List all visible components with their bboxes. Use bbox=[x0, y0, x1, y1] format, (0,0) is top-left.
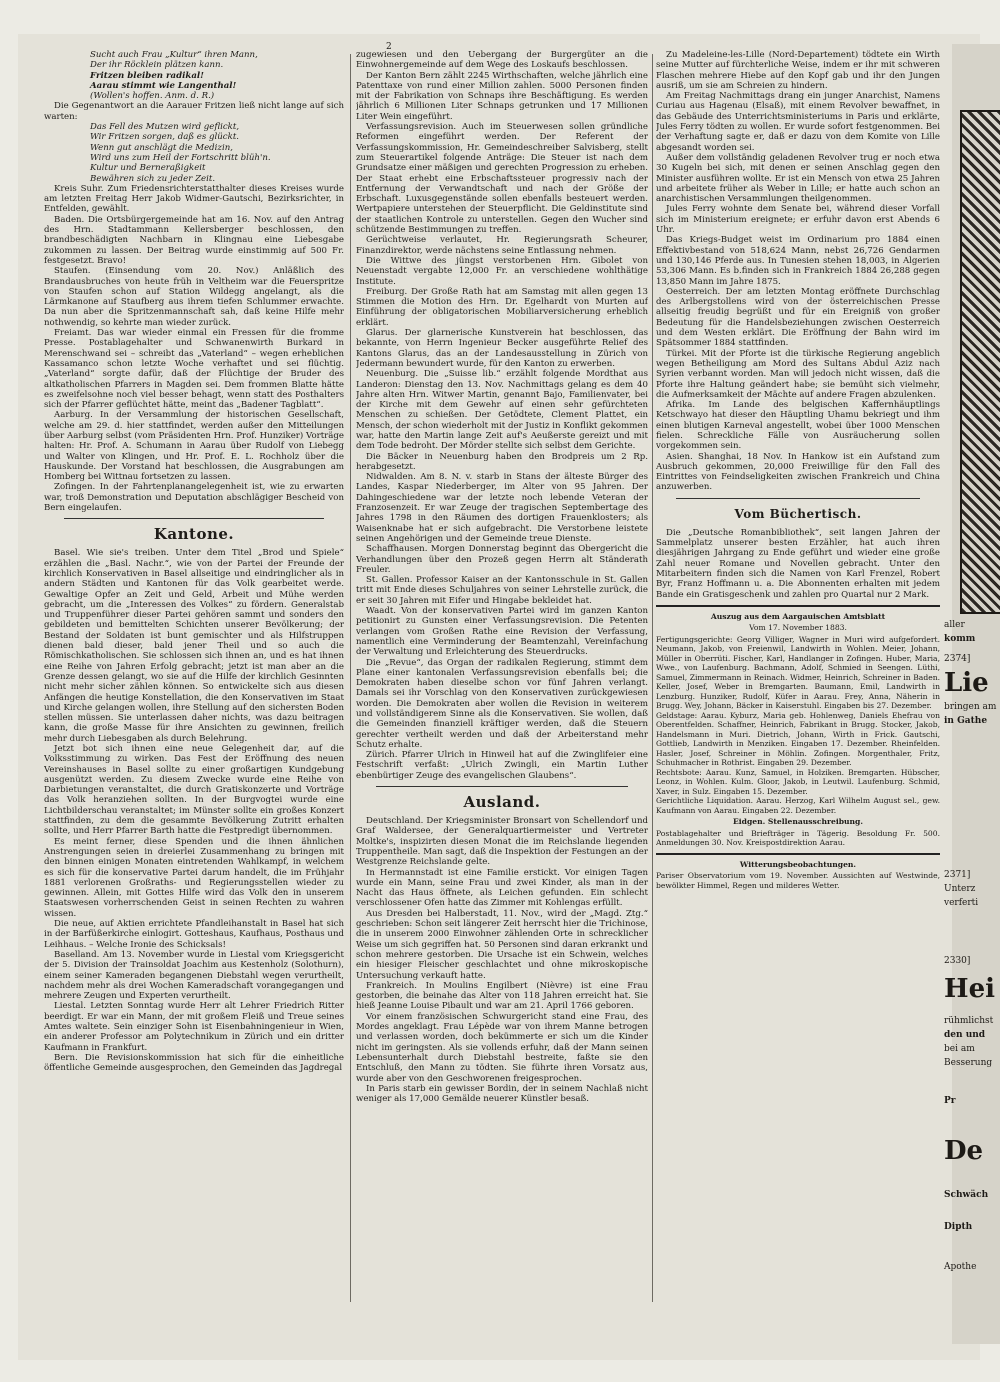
article-nidwalden: Nidwalden. Am 8. N. v. starb in Stans der älteste Bürger des Landes, Kaspar Niederberger, im Alter von 95 Jahren. Der Dahingeschiedene war der letzte noch lebende Veteran der Franzosenzeit. Er war Zeuge der tragischen Septembertage des Jahres 1798 in den Räumen des dortigen Frauenklosters; als Waisenknabe hat er sich aufgebracht. Die Verstorbene leistete seinen Angehörigen und der Gemeinde treue Dienste. bbox=[356, 472, 648, 544]
column-3 bbox=[656, 50, 940, 1312]
section-rule bbox=[376, 786, 628, 787]
article-waadt: Waadt. Von der konservativen Partei wird im ganzen Kanton petitionirt zu Gunsten einer Verfassungsrevision. Die Petenten verlangen vom Großen Rathe eine Revision der Verfassung, namentlich eine Verminderung der Beamtenzahl, Vereinfachung der Verwaltung und Erleichterung des Steuerdrucks. bbox=[356, 606, 648, 658]
edge-fragment: Apothe bbox=[944, 1262, 977, 1272]
article-baden: Baden. Die Ortsbürgergemeinde hat am 16. Nov. auf den Antrag des Hrn. Stadtammann Kellersberger beschlossen, den brandbeschädigten Nachbarn in Klingnau eine Liebesgabe zukommen zu lassen. Der Beitrag wurde einstimmig auf 500 Fr. festgesetzt. Bravo! bbox=[44, 214, 344, 266]
section-heading-kantone: Kantone. bbox=[153, 525, 235, 544]
article-paragraph: Jules Ferry wohnte dem Senate bei, während dieser Vorfall sich im Ministerium ereignete; er erfuhr davon erst Abends 6 Uhr. bbox=[656, 204, 940, 236]
stelle-title: Eidgen. Stellenausschreibung. bbox=[732, 817, 864, 827]
article-zofingen: Zofingen. In der Fahrtenplanangelegenheit ist, wie zu erwarten war, troß Demonstration und Deputation abschlägiger Bescheid von Bern eingelaufen. bbox=[44, 482, 344, 514]
article-neuenburg: Neuenburg. Die „Suisse lib.“ erzählt folgende Mordthat aus Landeron: Dienstag den 13. Nov. Nachmittags gelang es dem 40 Jahre alten Hrn. Witwer Martin, genannt Bajo, Familienvater, bei der Kirche mit dem Gewehr auf einen sehr gefürchteten Menschen zu schießen. Der Getödtete, Clement Plattet, ein Mensch, der schon wiederholt mit der Justiz in Konflikt gekommen war, hatte den Martin lange Zeit auf's Aeußerste gereizt und mit dem Tode bedroht. Der Mörder stellte sich selbst dem Gerichte. bbox=[356, 369, 648, 452]
edge-fragment: den und bbox=[944, 1030, 986, 1040]
edge-fragment: aller bbox=[944, 620, 965, 630]
edge-fragment: Pr bbox=[944, 1096, 956, 1106]
article-baselland: Baselland. Am 13. November wurde in Liestal vom Kriegsgericht der 5. Division der Trainsoldat Joachim aus Kestenholz (Solothurn), einem seiner Kameraden begangenen Diebstahl wegen verurtheilt, nachdem mehr als drei Wochen Kameradschaft vorangegangen und mehrere Zeugen und Experten verurtheilt. bbox=[44, 949, 344, 1002]
article-paragraph: Am Freitag Nachmittags drang ein junger Anarchist, Namens Curiau aus Hagenau (Elsaß), mit einem Revolver bewaffnet, in das Gebäude des Unterrichtsministeriums in Paris und erklärte, Jules Ferry tödten zu wollen. Er wurde sofort festgenommen. Bei der Verhaftung sagte er, daß er dazu von dem Komite von Lille abgesandt worden sei. bbox=[656, 91, 940, 153]
section-heading-ausland: Ausland. bbox=[463, 793, 541, 812]
article-paragraph: Außer dem vollständig geladenen Revolver trug er noch etwa 30 Kugeln bei sich, mit denen er seinen Anschlag gegen den Minister ausführen wollte. Er ist ein Mensch von etwa 25 Jahren und arbeitete früher als Weber in Lille; er hatte auch schon an anarchistischen Versammlungen theilgenommen. bbox=[656, 152, 940, 205]
section-rule bbox=[64, 518, 324, 519]
article-freiamt: Freiamt. Das war wieder einmal ein Fressen für die fromme Presse. Postablagehalter und Schwanenwirth Burkard in Merenschwand sei – schreibt das „Vaterland“ – wegen erheblichen Kassamanco schon letzte Woche verhaftet und sei flüchtig. „Vaterland“ sorgte dafür, daß der Flüchtige der Bruder des altkatholischen Pfarrers in Magden sei. Dem frommen Blatte hätte es zweifelsohne noch viel besser behagt, wenn statt des Posthalters sich der Pfarrer geflüchtet hätte, meint das „Badener Tagblatt“. bbox=[44, 328, 344, 411]
amtsblatt-entries: Geldstage: Aarau. Kyburz, Maria geb. Hohlenweg, Daniels Ehefrau von Oberentfelden. Schaffner, Heinrich, Fabrikant in Brugg. Stocker, Jakob, Handelsmann in Muri. Dietrich, Johann, Wirth in Frick. Gautschi, Gottlieb, Landwirth in Menziken. Eingaben 17. Dezember. Rheinfelden. Hasler, Josef, Schreiner in Möhlin. Zofingen. Morgenthaler, Fritz, Schuhmacher in Rothrist. Eingaben 29. Dezember. bbox=[656, 710, 940, 768]
article-basel: Jetzt bot sich ihnen eine neue Gelegenheit dar, auf die Volksstimmung zu wirken. Das Fest der Eröffnung des neuen Vereinshauses in Basel sollte zu einer großartigen Kundgebung ausgenützt werden. Zu diesem Zwecke wurde eine Reihe von Darbietungen veranstaltet, die durch Gratiskonzerte und Vorträge das Volk heranziehen sollten. In der Burgvogtei wurde eine Lichtbilderschau veranstaltet; im Münster sollte ein großes Konzert stattfinden, zu dem die gesammte Bevölkerung Zutritt erhalten sollte, und Herr Pfarrer Barth hatte die Festpredigt übernommen. bbox=[44, 744, 344, 837]
article-suhr: Kreis Suhr. Zum Friedensrichterstatthalter dieses Kreises wurde am letzten Freitag Herr Jakob Widmer-Gautschi, Bezirksrichter, in Entfelden, gewählt. bbox=[44, 183, 344, 215]
edge-fragment: De bbox=[944, 1136, 984, 1166]
column-1 bbox=[44, 50, 344, 1312]
stelle-body: Postablagehalter und Briefträger in Tägerig. Besoldung Fr. 500. Anmeldungen 30. Nov. Kreispostdirektion Aarau. bbox=[656, 828, 940, 848]
verse-line: Der ihr Röcklein plätzen kann. bbox=[90, 60, 224, 71]
article-deutschland: Deutschland. Der Kriegsminister Bronsart von Schellendorf und Graf Waldersee, der Generalquartiermeister und Vertreter Moltke's, inspizirten diesen Monat die im Reichslande liegenden Truppentheile. Man sagt, daß die Inspektion der Festungen an der Westgrenze Reichslande gelte. bbox=[356, 816, 648, 868]
article-basel: Basel. Wie sie's treiben. Unter dem Titel „Brod und Spiele“ erzählen die „Basl. Nachr.“, wie von der Partei der Freunde der kirchlich Konservativen in Basel allseitige und eindringlicher als in andern Städten und Kantonen für das Volk gearbeitet werde. Gewaltige Opfer an Zeit und Geld, Arbeit und Mühe werden gebracht, um die „Interessen des Volkes“ zu fördern. Generalstab und Truppenführer dieser Partei gehören sammt und sonders den gebildeten und bemittelten Schichten unserer Bevölkerung; der Bestand der Soldaten ist bunt gemischter und als Hilfstruppen dienen bald dieser, bald jener Theil und so auch die Römischkatholischen. Sie schlossen sich ihnen an, und es hat ihnen eine Reihe von Jahren Erfolg gebracht; jetzt ist man aber an die Grenze dessen gelangt, wo sie auf die Hilfe der kirchlich Gesinnten nicht mehr sicher zählen können. So entwickelte sich aus diesen Anfängen die heutige Konstellation, die den Konservativen im Staat und Kirche gelangen wollen, ihre Stellung auf den sichersten Boden stellen müssen. Sie unterlassen daher nichts, was dazu beitragen kann, die große Masse für ihre Ansichten zu gewinnen, freilich mehr durch Liebesgaben als durch Belehrung. bbox=[44, 548, 344, 744]
column-divider bbox=[350, 54, 351, 1302]
poem-line: Das Fell des Mutzen wird geflickt, bbox=[90, 122, 240, 133]
ornamental-border bbox=[960, 110, 1000, 614]
article-paragraph: zugewiesen und den Uebergang der Burgergüter an die Einwohnergemeinde auf dem Wege des Loskaufs beschlossen. bbox=[356, 50, 648, 71]
article-basel: Die neue, auf Aktien errichtete Pfandleihanstalt in Basel hat sich in der Barfüßerkirche einlogirt. Gotteshaus, Kaufhaus, Posthaus und Leihhaus. – Welche Ironie des Schicksals! bbox=[44, 919, 344, 950]
verse-line: Fritzen bleiben radikal! bbox=[90, 70, 204, 81]
article-paragraph: Die Gegenantwort an die Aarauer Fritzen ließ nicht lange auf sich warten: bbox=[44, 101, 344, 122]
article-romanbibliothek: Die „Deutsche Romanbibliothek“, seit langen Jahren der Sammelplatz unserer besten Erzähler, hat auch ihren diesjährigen Jahrgang zu Ende geführt und wieder eine große Zahl neuer Romane und Novellen gebracht. Unter den Mitarbeitern finden sich die Namen von Karl Frenzel, Robert Byr, Franz Hoffmann u. a. Die Abonnenten erhalten mit jedem Bande ein Gratisgeschenk und zahlen pro Quartal nur 2 Mark. bbox=[656, 527, 940, 600]
edge-fragment: rühmlichst bbox=[944, 1016, 994, 1026]
edge-fragment: in Gathe bbox=[944, 716, 988, 726]
amtsblatt-entries: Fertigungsgerichte: Georg Villiger, Wagner in Muri wird aufgefordert. Neumann, Jakob, von Freienwil, Landwirth in Wohlen. Meier, Johann, Müller in Oberrüti. Fischer, Karl, Handlanger in Zofingen. Huber, Maria, Wwe., von Laufenburg. Bachmann, Adolf, Schmied in Seengen. Lüthi, Samuel, Zimmermann in Reinach. Widmer, Heinrich, Schreiner in Baden. Keller, Josef, Weber in Bremgarten. Baumann, Emil, Landwirth in Lenzburg. Hunziker, Rudolf, Küfer in Aarau. Frey, Anna, Näherin in Brugg. Wey, Johann, Bäcker in Kaiserstuhl. Eingaben bis 27. Dezember. bbox=[656, 634, 940, 711]
amtsblatt-entries: Rechtsbote: Aarau. Kunz, Samuel, in Holziken. Bremgarten. Hübscher, Leonz, in Wohlen. Kulm. Gloor, Jakob, in Leutwil. Laufenburg. Schmid, Xaver, in Sulz. Eingaben 15. Dezember. bbox=[656, 767, 940, 796]
column-2 bbox=[356, 50, 648, 1312]
verse-line: Sucht auch Frau „Kultur“ ihren Mann, bbox=[90, 50, 258, 60]
edge-fragment: Hei bbox=[944, 974, 995, 1004]
poem-line: Wenn gut anschlägt die Medizin, bbox=[90, 142, 233, 153]
verse-line: (Wollen's hoffen. Anm. d. R.) bbox=[90, 91, 215, 102]
article-st-gallen: St. Gallen. Professor Kaiser an der Kantonsschule in St. Gallen tritt mit Ende dieses Schuljahres von seiner Lehrstelle zurück, die er seit 30 Jahren mit Eifer und Hingabe bekleidet hat. bbox=[356, 575, 648, 606]
article-aarburg: Aarburg. In der Versammlung der historischen Gesellschaft, welche am 29. d. hier stattfindet, werden außer den Mitteilungen über Aarburg selbst (vom Präsidenten Hrn. Prof. Hunziker) Vorträge halten: Hr. Prof. A. Schumann in Aarau über Rudolf von Liebegg und Walter von Klingen, und Hr. Prof. E. L. Rochholz über die Hauskunde. Der Vorstand hat beschlossen, die Ausgrabungen am Homberg bei Wittnau fortsetzen zu lassen. bbox=[44, 410, 344, 483]
edge-fragment: Dipth bbox=[944, 1222, 973, 1232]
edge-fragment: Lie bbox=[944, 668, 989, 698]
article-paragraph: Die Bäcker in Neuenburg haben den Brodpreis um 2 Rp. herabgesetzt. bbox=[356, 451, 648, 472]
edge-fragment: 2330] bbox=[944, 956, 971, 966]
article-paragraph: In Hermannstadt ist eine Familie erstickt. Vor einigen Tagen wurde ein Mann, seine Frau und zwei Kinder, als man in der Nacht das Haus öffnete, als Leichen gefunden. Ein schlecht verschlossener Ofen hatte das Zimmer mit Kohlengas erfüllt. bbox=[356, 867, 648, 909]
article-bern: Bern. Die Revisionskommission hat sich für die einheitliche öffentliche Gemeinde ausgesprochen, den Gemeinden das Jagdregal bbox=[44, 1052, 344, 1074]
article-paragraph: Zu Madeleine-les-Lille (Nord-Departement) tödtete ein Wirth seine Mutter auf fürchterliche Weise, indem er ihr mit schweren Flaschen mehrere Hiebe auf den Kopf gab und ihr den Jungen ausriß, um sie am Schreien zu hindern. bbox=[656, 50, 940, 91]
article-paragraph: In Paris starb ein gewisser Bordin, der in seinem Nachlaß nicht weniger als 17,000 Gemälde neuerer Künstler besaß. bbox=[356, 1083, 648, 1105]
edge-fragment: Schwäch bbox=[944, 1190, 989, 1200]
edge-fragment: komm bbox=[944, 634, 976, 644]
page-number: 2 bbox=[386, 42, 392, 52]
article-verfassungsrevision: Verfassungsrevision. Auch im Steuerwesen sollen gründliche Reformen eingeführt werden. Der Referent der Verfassungskommission, Hr. Gemeindeschreiber Salvisberg, stellt zum Steuerartikel folgende Anträge: Die Steuer ist nach dem Grundsatze einer mäßigen und gerechten Progression zu erheben. Der Staat erhebt eine Erbschaftssteuer progressiv nach der Entfernung der Verwandtschaft und nach der Größe der Erbschaft. Luxusgegenstände sollen ebenfalls besteuert werden. Wertpapiere unterstehen der Steuerpflicht. Die Geldinstitute sind der staatlichen Kontrole zu unterstellen. Gegen den Wucher sind schützende Bestimmungen zu treffen. bbox=[356, 122, 648, 236]
article-paragraph: Die „Revue“, das Organ der radikalen Regierung, stimmt dem Plane einer kantonalen Verfassungsrevision ebenfalls bei; die Demokraten haben dieselbe schon vor fünf Jahren verlangt. Damals sei ihr Vorschlag von den Konservativen zurückgewiesen worden. Die Demokraten aber wollen die Revision in weiterem und vollständigerem Sinne als die Konservativen. Sie wollen, daß die Gemeinden finanziell kräftiger werden, daß die Steuern gerechter vertheilt werden und daß der Arbeiterstand mehr Schutz erhalte. bbox=[356, 657, 648, 750]
section-rule bbox=[656, 853, 940, 855]
article-afrika: Afrika. Im Lande des belgischen Kaffernhäuptlings Ketschwayo hat dieser den Häuptling Uhamu bekriegt und ihm einen blutigen Karneval angestellt, wobei über 1000 Menschen fielen. Schreckliche Fälle von Ausräucherung sollen vorgekommen sein. bbox=[656, 400, 940, 452]
amtsblatt-date: Vom 17. November 1883. bbox=[749, 623, 847, 633]
edge-fragment: 2371] bbox=[944, 870, 971, 880]
edge-fragment: bringen am bbox=[944, 702, 997, 712]
poem-line: Bewähren sich zu jeder Zeit. bbox=[90, 173, 216, 184]
weather-title: Witterungsbeobachtungen. bbox=[739, 859, 857, 869]
article-glarus: Glarus. Der glarnerische Kunstverein hat beschlossen, das bekannte, von Herrn Ingenieur Becker ausgeführte Relief des Kantons Glarus, das an der Landesausstellung in Zürich von Jedermann bewundert wurde, für den Kanton zu erwerben. bbox=[356, 328, 648, 369]
article-schaffhausen: Schaffhausen. Morgen Donnerstag beginnt das Obergericht die Verhandlungen über den Prozeß gegen Herrn alt Ständerath Freuler. bbox=[356, 544, 648, 575]
article-asien: Asien. Shanghai, 18 Nov. In Hankow ist ein Aufstand zum Ausbruch gekommen, 20,000 Freiwillige für den Fall des Eintrittes von Feindseligkeiten zwischen Frankreich und China anzuwerben. bbox=[656, 451, 940, 493]
article-paragraph: Gerüchtweise verlautet, Hr. Regierungsrath Scheurer, Finanzdirektor, werde nächstens seine Entlassung nehmen. bbox=[356, 235, 648, 256]
edge-fragment: Unterz bbox=[944, 884, 976, 894]
section-rule bbox=[676, 498, 920, 499]
poem-line: Wird uns zum Heil der Fortschritt blüh'n. bbox=[90, 152, 271, 163]
edge-fragment: bei am bbox=[944, 1044, 975, 1054]
article-basel: Es meint ferner, diese Spenden und die ihnen ähnlichen Anstrengungen seien in dreierlei Zusammenhang zu bringen mit den binnen einigen Monaten eintretenden Wahlkampf, in welchem es sich für die konservative Partei darum handelt, die im Frühjahr 1881 verlorenen Großraths- und Regierungsstellen wieder zu gewinnen. Allein, mit Gottes Hilfe wird das Volk den in unserem Staatswesen vorherrschenden Geist in seinen Rechten zu wahren wissen. bbox=[44, 836, 344, 919]
article-freiburg: Freiburg. Der Große Rath hat am Samstag mit allen gegen 13 Stimmen die Motion des Hrn. Dr. Egelhardt von Murten auf Einführung der obligatorischen Mobiliarversicherung erheblich erklärt. bbox=[356, 286, 648, 328]
article-liestal: Liestal. Letzten Sonntag wurde Herr alt Lehrer Friedrich Ritter beerdigt. Er war ein Mann, der mit großem Fleiß und Treue seines Amtes waltete. Sein einziger Sohn ist Eisenbahningenieur in Wien, ein anderer Professor am Polytechnikum in Zürich und ein dritter Kaufmann in Frankfurt. bbox=[44, 1001, 344, 1053]
poem-line: Kultur und Berneraßigkeit bbox=[90, 163, 206, 174]
poem-line: Wir Fritzen sorgen, daß es glückt. bbox=[90, 132, 240, 143]
article-frankreich: Frankreich. In Moulins Engilbert (Nièvre) ist eine Frau gestorben, die beinahe das Alter von 118 Jahren erreicht hat. Sie hieß Jeanne Louise Pibault und war am 21. April 1766 geboren. bbox=[356, 980, 648, 1012]
edge-fragment: Besserung bbox=[944, 1058, 993, 1068]
weather-body: Pariser Observatorium vom 19. November. Aussichten auf Westwinde, bewölkter Himmel, Regen und milderes Wetter. bbox=[656, 871, 940, 890]
amtsblatt-entries: Gerichtliche Liquidation. Aarau. Herzog, Karl Wilhelm August sel., gew. Kaufmann von Aarau. Eingaben 22. Dezember. bbox=[656, 796, 940, 815]
section-heading-buechertisch: Vom Büchertisch. bbox=[734, 506, 862, 521]
article-kanton-bern: Der Kanton Bern zählt 2245 Wirthschaften, welche jährlich eine Patenttaxe von rund einer Million zahlen. 5000 Personen finden mit der Fabrikation von Schnaps ihre Beschäftigung. Es werden jährlich 6 Millionen Liter Schnaps getrunken und 17 Millionen Liter Wein eingeführt. bbox=[356, 70, 648, 122]
article-paragraph: Vor einem französischen Schwurgericht stand eine Frau, des Mordes angeklagt. Frau Lépède war von ihrem Manne betrogen und verlassen worden, doch bekümmerte er sich um die Kinder nicht im geringsten. Als sie vollends erfuhr, daß der Mann seinen Lebensunterhalt durch Diebstahl bestreite, faßte sie den Entschluß, den Mann zu tödten. Sie führte ihren Vorsatz aus, wurde aber von den Geschworenen freigesprochen. bbox=[356, 1011, 648, 1084]
column-divider bbox=[652, 54, 653, 1302]
verse-line: Aarau stimmt wie Langenthal! bbox=[90, 80, 237, 91]
edge-fragment: 2374] bbox=[944, 654, 971, 664]
article-paragraph: Aus Dresden bei Halberstadt, 11. Nov., wird der „Magd. Ztg.“ geschrieben: Schon seit längerer Zeit herrscht hier die Trichinose, die in unserem 2000 Einwohner zählenden Orte in schrecklicher Weise um sich gegriffen hat. 50 Personen sind daran erkrankt und schon mehrere gestorben. Die Ursache ist ein Schwein, welches ein hiesiger Fleischer geschlachtet und ohne mikroskopische Untersuchung verkauft hatte. bbox=[356, 908, 648, 981]
article-paragraph: Die Wittwe des jüngst verstorbenen Hrn. Gibolet von Neuenstadt vergabte 12,000 Fr. an verschiedene wohlthätige Institute. bbox=[356, 255, 648, 287]
article-tuerkei: Türkei. Mit der Pforte ist die türkische Regierung angeblich wegen Betheiligung am Mord des Sultans Abdul Aziz nach Syrien verbannt worden. Man will jedoch nicht wissen, daß die Pforte ihre Haltung geändert habe; sie bemüht sich vielmehr, die Aufmerksamkeit der Mächte auf andere Fragen abzulenken. bbox=[656, 348, 940, 400]
amtsblatt-title: Auszug aus dem Aargauischen Amtsblatt bbox=[710, 611, 886, 621]
article-zuerich: Zürich. Pfarrer Ulrich in Hinweil hat auf die Zwinglifeier eine Festschrift verfaßt: „Ulrich Zwingli, ein Martin Luther ebenbürtiger Zeuge des evangelischen Glaubens“. bbox=[356, 750, 648, 781]
article-paragraph: Das Kriegs-Budget weist im Ordinarium pro 1884 einen Effektivbestand von 518,624 Mann, nebst 26,726 Gendarmen und 130,146 Pferde aus. In Tunesien stehen 18,003, in Algerien 53,306 Mann. Es b.finden sich in Frankreich 1884 26,288 gegen 13,850 Mann im Jahre 1875. bbox=[656, 235, 940, 287]
article-oesterreich: Oesterreich. Der am letzten Montag eröffnete Durchschlag des Arlbergstollens wird von der österreichischen Presse allseitig freudig begrüßt und für ein Ereigniß von großer Bedeutung für die Handelsbeziehungen zwischen Oesterreich und dem Westen erklärt. Die Eröffnung der Bahn wird im Spätsommer 1884 stattfinden. bbox=[656, 286, 940, 349]
edge-fragment: verferti bbox=[944, 898, 979, 908]
article-staufen: Staufen. (Einsendung vom 20. Nov.) Anläßlich des Brandausbruches von heute früh in Veltheim war die Feuerspritze von Staufen schon auf Station Wildegg angelangt, als die Lärmkanone auf Staufberg aus ihrem tiefen Schlummer erwachte. Da nun aber die Spritzenmannschaft sah, daß keine Hilfe mehr nothwendig, so kehrte man wieder zurück. bbox=[44, 266, 344, 328]
section-rule bbox=[656, 605, 940, 607]
